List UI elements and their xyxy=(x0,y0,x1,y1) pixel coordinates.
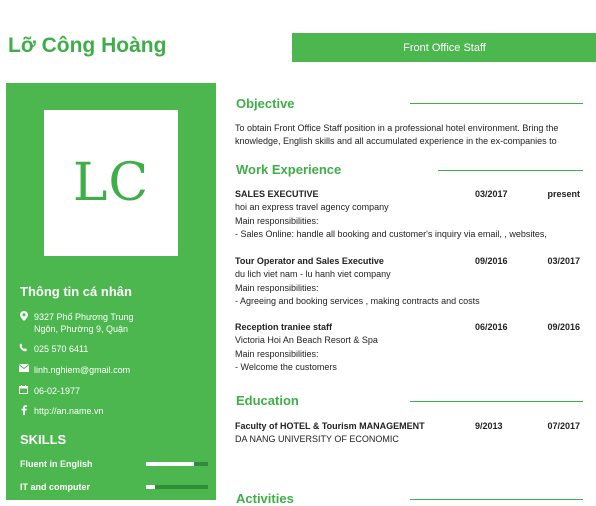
sidebar xyxy=(6,83,216,500)
skill-name: IT and computer xyxy=(20,482,91,492)
job-title-banner xyxy=(292,33,596,62)
education-degree: Faculty of HOTEL & Tourism MANAGEMENT xyxy=(235,421,425,431)
work-end-date: 09/2016 xyxy=(547,322,580,332)
work-resp-label: Main responsibilities: xyxy=(235,282,319,293)
avatar-initials: LC xyxy=(72,153,150,213)
section-divider xyxy=(410,103,583,104)
work-start-date: 03/2017 xyxy=(475,189,508,199)
skill-level-bar xyxy=(146,462,208,466)
education-entry xyxy=(235,420,580,447)
skill-name: Fluent in English xyxy=(20,459,93,469)
education-end-date: 07/2017 xyxy=(547,421,580,431)
facebook-icon xyxy=(18,405,29,415)
objective-heading: Objective xyxy=(236,96,295,111)
work-experience-heading: Work Experience xyxy=(236,162,342,177)
birthday-row xyxy=(18,385,204,397)
website-row[interactable] xyxy=(18,405,204,417)
work-role: Tour Operator and Sales Executive xyxy=(235,256,384,266)
section-divider xyxy=(438,170,583,171)
work-detail: - Welcome the customers xyxy=(235,362,337,372)
education-start-date: 9/2013 xyxy=(475,421,503,431)
birthday-text: 06-02-1977 xyxy=(34,386,81,396)
skill-level-fill xyxy=(146,462,194,466)
address-row xyxy=(18,311,152,335)
phone-icon xyxy=(18,343,29,352)
work-company: Victoria Hoi An Beach Resort & Spa xyxy=(235,335,378,345)
education-school: DA NANG UNIVERSITY OF ECONOMIC xyxy=(235,434,399,444)
work-detail: - Sales Online: handle all booking and customer's inquiry via email, , websites, xyxy=(235,229,547,239)
work-resp-label: Main responsibilities: xyxy=(235,348,319,359)
calendar-icon xyxy=(18,385,29,394)
work-start-date: 06/2016 xyxy=(475,322,508,332)
skills-heading: SKILLS xyxy=(20,432,67,447)
map-pin-icon xyxy=(18,311,29,321)
phone-row xyxy=(18,343,204,355)
work-end-date: 03/2017 xyxy=(547,256,580,266)
work-company: du lich viet nam - lu hanh viet company xyxy=(235,269,391,279)
skill-level-bar xyxy=(146,485,208,489)
work-entry xyxy=(235,255,580,309)
objective-text: To obtain Front Office Staff position in a professional hotel environment. Bring the knowledge, English skills and all accumulated experience in the ex-companies to xyxy=(235,123,559,146)
email-link[interactable]: linh.nghiem@gmail.com xyxy=(34,365,131,375)
envelope-icon xyxy=(18,364,29,372)
work-end-date: present xyxy=(547,189,580,199)
section-divider xyxy=(410,401,583,402)
skill-item xyxy=(20,458,208,470)
activities-heading: Activities xyxy=(236,491,294,506)
skill-level-fill xyxy=(146,485,155,489)
email-row[interactable] xyxy=(18,364,204,376)
work-resp-label: Main responsibilities: xyxy=(235,215,319,226)
job-title: Front Office Staff xyxy=(403,41,486,54)
work-entry xyxy=(235,188,580,242)
work-entry xyxy=(235,321,580,375)
work-role: Reception traniee staff xyxy=(235,322,333,332)
work-detail: - Agreeing and booking services , making contracts and costs xyxy=(235,296,480,306)
address-text: 9327 Phố Phương Trung Ngôn, Phường 9, Quận xyxy=(34,312,134,334)
candidate-name: Lỡ Công Hoàng xyxy=(8,34,167,57)
education-heading: Education xyxy=(236,393,299,408)
skill-item xyxy=(20,481,208,493)
work-company: hoi an express travel agency company xyxy=(235,202,389,212)
work-role: SALES EXECUTIVE xyxy=(235,189,319,199)
work-start-date: 09/2016 xyxy=(475,256,508,266)
avatar xyxy=(44,110,178,256)
phone-text: 025 570 6411 xyxy=(34,344,89,354)
website-link[interactable]: http://an.name.vn xyxy=(34,406,104,416)
personal-info-heading: Thông tin cá nhân xyxy=(20,284,132,299)
